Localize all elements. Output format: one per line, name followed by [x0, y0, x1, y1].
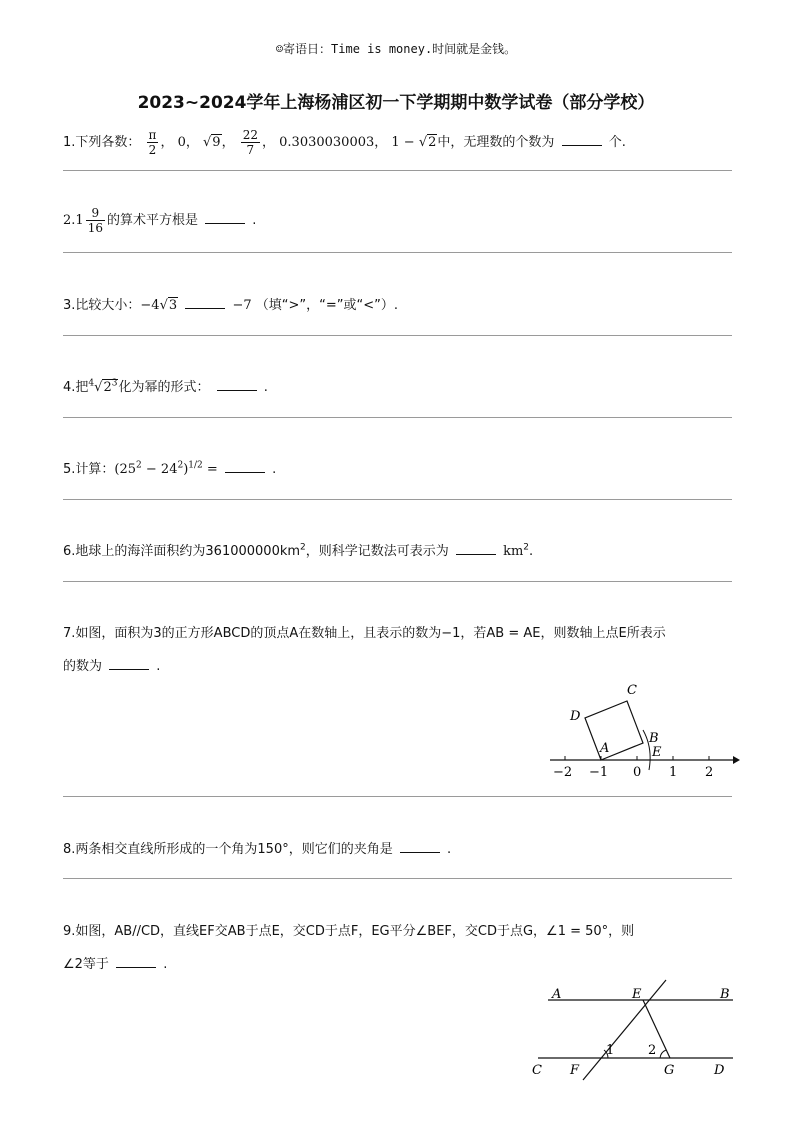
q3-prefix: 3.比较大小：	[63, 298, 141, 313]
parallel-lines-figure	[528, 978, 738, 1083]
q4-root-index: 4	[88, 378, 95, 389]
q2-num: 9	[86, 206, 105, 221]
question-6	[63, 540, 533, 559]
q9-end: .	[163, 957, 168, 972]
q6-unit: km	[503, 544, 524, 559]
q9-line2: ∠2等于	[63, 957, 109, 972]
q4-answer-blank[interactable]	[217, 378, 257, 391]
axis-arrow-icon	[733, 756, 740, 764]
point-label-a: A	[600, 741, 610, 756]
angle-2-label: 2	[648, 1043, 657, 1058]
q5-exp2: 2	[177, 460, 184, 471]
angle-2-arc	[660, 1050, 666, 1058]
line-ef	[583, 980, 666, 1080]
q5-close: )	[183, 462, 189, 477]
q6-mid: ，则科学记数法可表示为	[305, 544, 449, 559]
question-8	[63, 838, 451, 857]
question-9	[63, 920, 634, 972]
point-label-a: A	[552, 987, 562, 1002]
point-label-e: E	[652, 745, 662, 760]
q3-hint: （填“>”，“=”或“<”）.	[255, 298, 398, 313]
page-title: 2023~2024学年上海杨浦区初一下学期期中数学试卷（部分学校）	[137, 93, 655, 113]
q2-end: .	[252, 213, 257, 228]
angle-1-label: 1	[606, 1043, 615, 1058]
page-header-motto: ☺寄语日：Time is money.时间就是金钱。	[275, 42, 517, 56]
point-label-e: E	[632, 987, 642, 1002]
point-label-g: G	[664, 1063, 675, 1078]
q4-end: .	[263, 380, 268, 395]
q6-end: .	[529, 544, 534, 559]
q1-7: 7	[246, 143, 255, 157]
q1-pi-over-2	[147, 128, 159, 157]
tick-label: 2	[705, 765, 714, 780]
question-1: 1.下列各数： $\frac{\pi}{2}$ ， 0， √9， $\frac{22}{7}$ ， 0.3030030003， 1 − √2中，无理数的个数为 个.	[63, 128, 626, 157]
divider	[63, 796, 732, 797]
q1-sqrt9: √9	[203, 135, 221, 150]
q7-line1: 7.如图，面积为3的正方形ABCD的顶点A在数轴上，且表示的数为−1，若AB = AE，则数轴上点E所表示	[63, 626, 666, 641]
q7-end: .	[156, 659, 161, 674]
tick-label: −2	[553, 765, 573, 780]
q1-two: 2	[148, 143, 157, 157]
q1-pi: π	[148, 128, 157, 142]
q3-answer-blank[interactable]	[185, 296, 225, 309]
point-label-d: D	[570, 709, 581, 724]
divider	[63, 581, 732, 582]
q1-22: 22	[242, 128, 258, 142]
question-5	[63, 458, 276, 477]
point-label-b: B	[720, 987, 730, 1002]
point-label-d: D	[714, 1063, 725, 1078]
q3-b: −7	[232, 298, 252, 313]
divider	[63, 252, 732, 253]
q7-line2: 的数为	[63, 659, 103, 674]
q4-base: 2	[103, 380, 112, 395]
q8-answer-blank[interactable]	[400, 840, 440, 853]
q3-a: −4	[140, 298, 160, 313]
divider	[63, 170, 732, 171]
q9-line1: 9.如图，AB//CD，直线EF交AB于点E，交CD于点F，EG平分∠BEF，交CD于点G，∠1 = 50°，则	[63, 924, 635, 939]
q5-half-exp: 1/2	[188, 460, 203, 471]
q1-decimal: 0.3030030003，	[279, 135, 388, 150]
point-label-b: B	[649, 731, 659, 746]
question-7	[63, 622, 666, 674]
divider	[63, 499, 732, 500]
q5-expr: (25	[114, 462, 137, 477]
q3-sqrt3: √3	[159, 298, 178, 313]
number-line-figure	[545, 678, 740, 783]
square-abcd	[585, 701, 643, 760]
q4-prefix: 4.把	[63, 380, 89, 395]
q6-sq: 2	[300, 542, 306, 553]
q2-fraction	[86, 206, 105, 235]
q5-exp1: 2	[136, 460, 142, 471]
q2-answer-blank[interactable]	[205, 211, 245, 224]
question-4	[63, 376, 268, 395]
divider	[63, 335, 732, 336]
tick-label: 0	[633, 765, 642, 780]
q5-expression	[114, 462, 217, 477]
q2-suffix: 的算术平方根是	[106, 213, 198, 228]
q1-end: 个.	[608, 135, 626, 150]
q1-zero: 0，	[177, 135, 199, 150]
point-label-f: F	[570, 1063, 580, 1078]
q4-suffix: 化为幂的形式：	[118, 380, 210, 395]
tick-label: −1	[589, 765, 609, 780]
q1-sqrt2: √2	[418, 135, 437, 150]
q4-exp: 3	[111, 378, 118, 389]
q1-answer-blank[interactable]	[562, 133, 602, 146]
q1-22-over-7	[241, 128, 260, 157]
question-2	[63, 206, 256, 235]
point-label-c: C	[627, 683, 637, 698]
point-label-c: C	[532, 1063, 542, 1078]
question-3	[63, 294, 398, 313]
divider	[63, 417, 732, 418]
q1-sqrt9-radicand: 9	[212, 135, 221, 150]
q6-unit-sq: 2	[523, 542, 530, 553]
q8-end: .	[447, 842, 452, 857]
q5-prefix: 5.计算：	[63, 462, 115, 477]
divider	[63, 878, 732, 879]
q4-root: $^4√2^3$	[88, 378, 118, 395]
q1-sqrt2-radicand: 2	[428, 135, 437, 150]
q5-eq: =	[202, 462, 218, 477]
q5-answer-blank[interactable]	[225, 460, 265, 473]
q9-answer-blank[interactable]	[116, 955, 156, 968]
q1-suffix: 中，无理数的个数为	[437, 135, 555, 150]
q1-minus-part: 1 −	[391, 135, 419, 150]
q6-text: 6.地球上的海洋面积约为361000000km	[63, 544, 301, 559]
q5-end: .	[272, 462, 277, 477]
tick-label: 1	[669, 765, 678, 780]
q3-radicand: 3	[168, 298, 178, 313]
q5-mid: − 24	[141, 462, 178, 477]
q1-prefix: 1.下列各数：	[63, 135, 141, 150]
q2-den: 16	[87, 221, 103, 235]
q8-text: 8.两条相交直线所形成的一个角为150°，则它们的夹角是	[63, 842, 393, 857]
q2-prefix: 2.1	[63, 213, 84, 228]
q7-answer-blank[interactable]	[109, 657, 149, 670]
q6-answer-blank[interactable]	[456, 542, 496, 555]
